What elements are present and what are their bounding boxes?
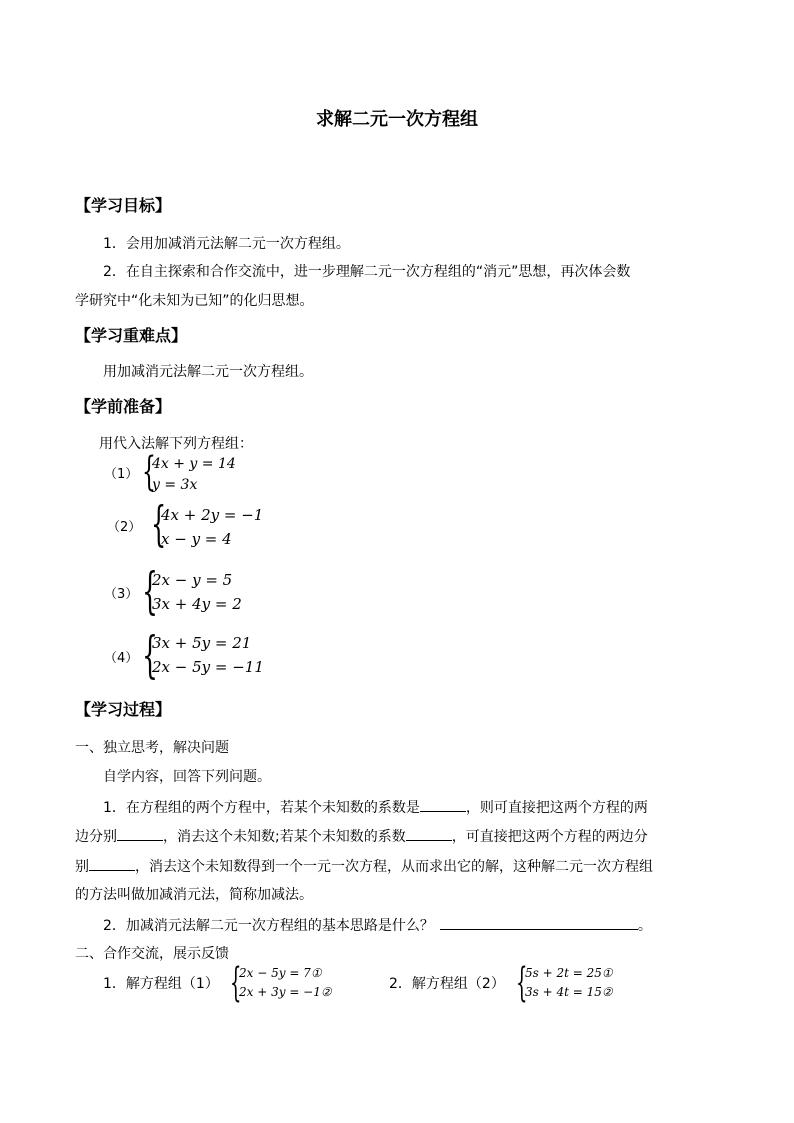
system-label-4: （4）	[104, 651, 139, 666]
system-label-3: （3）	[104, 587, 139, 602]
brace-icon: {	[142, 626, 158, 684]
exercise-1-eq-1: 2x − 5y = 7①	[239, 966, 322, 980]
section-heading-key-points: 【学习重难点】	[75, 326, 188, 345]
exercise-2-label: 2．解方程组（2）	[389, 976, 505, 992]
brace-icon: {	[142, 562, 158, 620]
system-2-eq-2: x − y = 4	[161, 530, 232, 548]
question-1-line-2	[75, 826, 648, 847]
answer-blank[interactable]	[117, 826, 163, 841]
question-1-line-3	[75, 856, 653, 877]
question-1-text-c: 边分别	[75, 829, 117, 845]
prep-intro: 用代入法解下列方程组：	[99, 436, 253, 452]
exercise-1-eq-2: 2x + 3y = −1②	[239, 985, 332, 999]
system-1-eq-1: 4x + y = 14	[152, 456, 236, 472]
page-title: 求解二元一次方程组	[316, 109, 478, 130]
section-heading-goals: 【学习目标】	[75, 196, 172, 215]
section-heading-prep: 【学前准备】	[75, 397, 172, 416]
question-2-text: 2．加减消元法解二元一次方程组的基本思路是什么？	[103, 918, 434, 934]
question-1-text-a: 1．在方程组的两个方程中，若某个未知数的系数是	[103, 800, 420, 816]
system-label-1: （1）	[104, 467, 139, 482]
question-2	[103, 915, 652, 936]
part-1-heading: 一、独立思考，解决问题	[75, 740, 229, 756]
goal-item-1: 1．会用加减消元法解二元一次方程组。	[103, 236, 350, 252]
brace-icon: {	[142, 449, 156, 495]
question-1-text-g: ，消去这个未知数得到一个一元一次方程，从而求出它的解，这种解二元一次方程组	[135, 859, 653, 875]
system-label-2: （2）	[107, 520, 142, 535]
question-1-line-1	[103, 797, 648, 818]
answer-blank[interactable]	[420, 797, 466, 812]
system-1-eq-2: y = 3x	[152, 477, 198, 493]
exercise-2-eq-2: 3s + 4t = 15②	[525, 985, 613, 999]
goal-item-2-line-2: 学研究中“化未知为已知”的化归思想。	[75, 293, 314, 309]
system-4-eq-1: 3x + 5y = 21	[152, 634, 252, 652]
answer-blank[interactable]	[89, 856, 135, 871]
question-1-text-e: ，可直接把这两个方程的两边分	[451, 829, 648, 845]
question-1-line-4: 的方法叫做加减消元法，简称加减法。	[75, 887, 313, 903]
question-2-end: 。	[637, 918, 652, 934]
system-3-eq-1: 2x − y = 5	[152, 571, 233, 589]
system-4-eq-2: 2x − 5y = −11	[152, 658, 264, 676]
part-2-heading: 二、合作交流，展示反馈	[75, 946, 229, 962]
question-1-text-b: ，则可直接把这两个方程的两	[465, 800, 648, 816]
system-2-eq-1: 4x + 2y = −1	[161, 506, 264, 524]
brace-icon: {	[230, 960, 242, 1006]
key-points-text: 用加减消元法解二元一次方程组。	[103, 364, 313, 380]
goal-item-2-line-1: 2．在自主探索和合作交流中，进一步理解二元一次方程组的“消元”思想，再次体会数	[103, 264, 631, 280]
section-heading-process: 【学习过程】	[75, 700, 172, 719]
answer-blank[interactable]	[406, 826, 452, 841]
answer-blank[interactable]	[440, 915, 638, 930]
brace-icon: {	[151, 496, 167, 552]
question-1-text-f: 别	[75, 859, 89, 875]
part-1-intro: 自学内容，回答下列问题。	[103, 769, 271, 785]
exercise-1-label: 1．解方程组（1）	[103, 976, 219, 992]
question-1-text-d: ，消去这个未知数;若某个未知数的系数	[163, 829, 406, 845]
exercise-2-eq-1: 5s + 2t = 25①	[525, 966, 613, 980]
brace-icon: {	[516, 960, 528, 1006]
system-3-eq-2: 3x + 4y = 2	[152, 595, 242, 613]
